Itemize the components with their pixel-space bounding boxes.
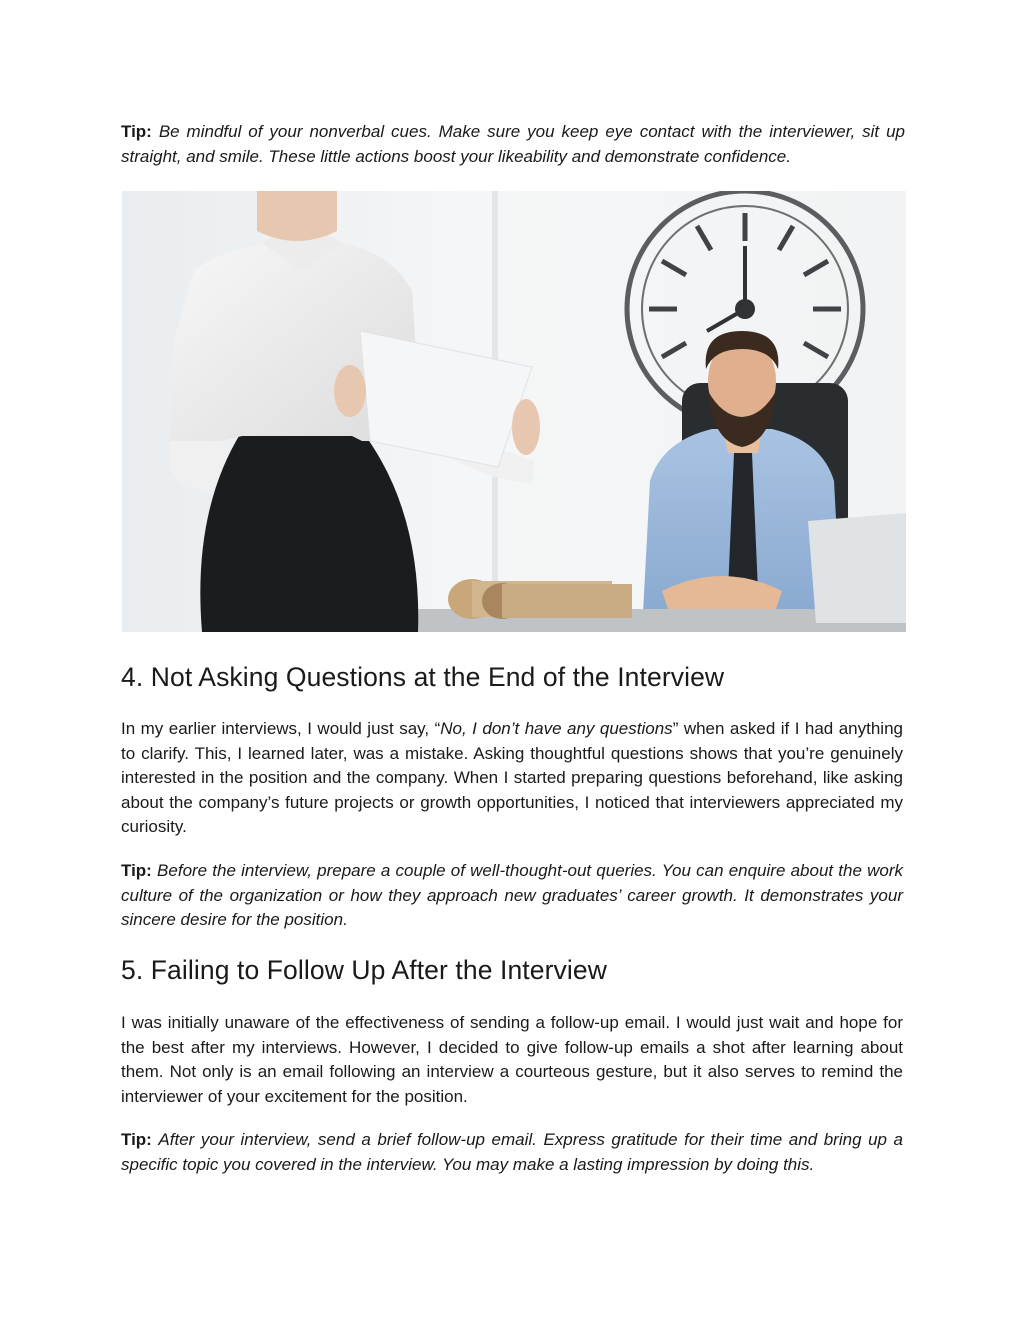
section-4-text-end: ” when asked if I had anything to clarify. This, I learned later, was a mistake. Asking thoughtful questions shows that you’re genuinely interested in the position and the company. When I started preparing questions beforehand, like asking about the company’s future projects or growth opportunities, I noticed that interviewers appreciated my curiosity. [121,719,903,836]
tip-label: Tip: [121,861,152,880]
tip-text: Before the interview, prepare a couple of well-thought-out queries. You can enquire about the work culture of the organization or how they approach new graduates’ career growth. It demonstrates your sincere desire for the position. [121,861,903,929]
section-5-paragraph: I was initially unaware of the effectiveness of sending a follow-up email. I would just wait and hope for the best after my interviews. However, I decided to give follow-up emails a shot after learning about them. Not only is an email following an interview a courteous gesture, but it also serves to remind the interviewer of your excitement for the position. [121,1013,903,1106]
section-heading-5: 5. Failing to Follow Up After the Interview [121,955,607,985]
tip-text: Be mindful of your nonverbal cues. Make sure you keep eye contact with the interviewer, sit up straight, and smile. These little actions boost your likeability and demonstrate confidence. [121,122,905,166]
interview-photo [122,191,906,632]
tip-label: Tip: [121,122,152,141]
tip-paragraph-follow-up [121,1128,903,1177]
tip-text: After your interview, send a brief follow-up email. Express gratitude for their time and bring up a specific topic you covered in the interview. You may make a lasting impression by doing this. [121,1130,903,1174]
tip-paragraph-questions [121,859,903,933]
interview-illustration [122,191,906,632]
section-4-quote: No, I don’t have any questions [440,719,673,738]
section-4-paragraph [121,717,903,840]
section-heading-4: 4. Not Asking Questions at the End of the Interview [121,662,725,692]
tip-paragraph-nonverbal [121,120,905,169]
tip-label: Tip: [121,1130,152,1149]
section-4-text-start: In my earlier interviews, I would just say, “ [121,719,441,738]
